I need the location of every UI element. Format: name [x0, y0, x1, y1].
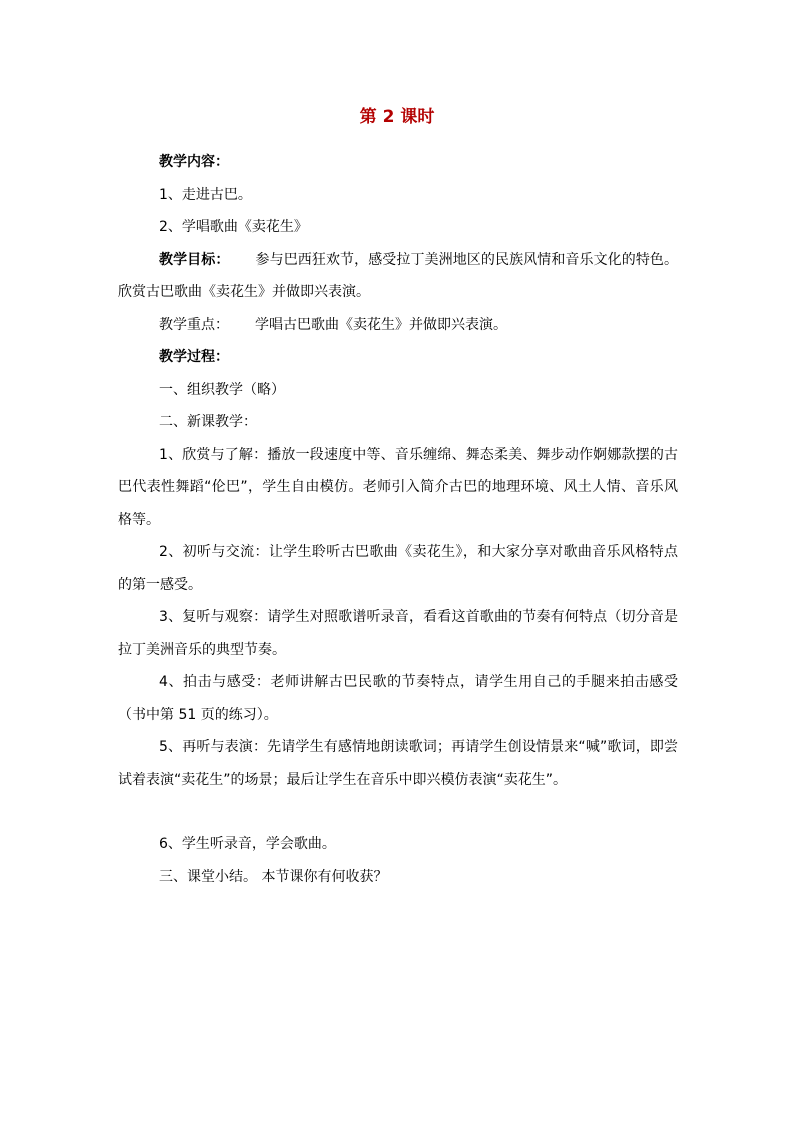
lesson-title: 第 2 课时: [359, 107, 435, 127]
goal-text: 参与巴西狂欢节，感受拉丁美洲地区的民族风情和音乐文化的特色。欣赏古巴歌曲《卖花生》并做即兴表演。: [118, 251, 679, 300]
key-text: 学唱古巴歌曲《卖花生》并做即兴表演。: [255, 316, 507, 333]
process-item-1: 1、欣赏与了解：播放一段速度中等、音乐缠绵、舞态柔美、舞步动作婀娜款摆的古巴代表性舞蹈“伦巴”，学生自由模仿。老师引入简介古巴的地理环境、风土人情、音乐风格等。: [118, 446, 678, 528]
goal-paragraph: [118, 244, 678, 309]
process-item-3: 3、复听与观察：请学生对照歌谱听录音，看看这首歌曲的节奏有何特点（切分音是拉丁美洲音乐的典型节奏。: [118, 609, 678, 658]
process-item-5: 5、再听与表演：先请学生有感情地朗读歌词；再请学生创设情景来“喊”歌词，即尝试着表演“卖花生”的场景；最后让学生在音乐中即兴模仿表演“卖花生”。: [118, 739, 678, 788]
process-step-1: 一、组织教学（略）: [159, 381, 285, 398]
content-item-1: 1、走进古巴。: [159, 186, 252, 203]
blank-line: [118, 796, 678, 828]
key-label: 教学重点：: [159, 316, 229, 333]
process-item-2: 2、初听与交流：让学生聆听古巴歌曲《卖花生》，和大家分享对歌曲音乐风格特点的第一感受。: [118, 544, 678, 593]
process-item-4: 4、拍击与感受：老师讲解古巴民歌的节奏特点，请学生用自己的手腿来拍击感受（书中第 51 页的练习）。: [118, 674, 678, 723]
goal-label: 教学目标：: [159, 251, 230, 268]
content-item-2: 2、学唱歌曲《卖花生》: [159, 219, 308, 235]
process-step-2: 二、新课教学：: [159, 414, 257, 430]
key-paragraph: [118, 309, 678, 342]
process-step-3: 三、课堂小结。 本节课你有何收获？: [159, 868, 388, 885]
process-item-6: 6、学生听录音，学会歌曲。: [159, 836, 336, 852]
content-heading: 教学内容：: [159, 154, 229, 170]
process-heading: 教学过程：: [159, 349, 229, 365]
lesson-body: [118, 146, 678, 893]
